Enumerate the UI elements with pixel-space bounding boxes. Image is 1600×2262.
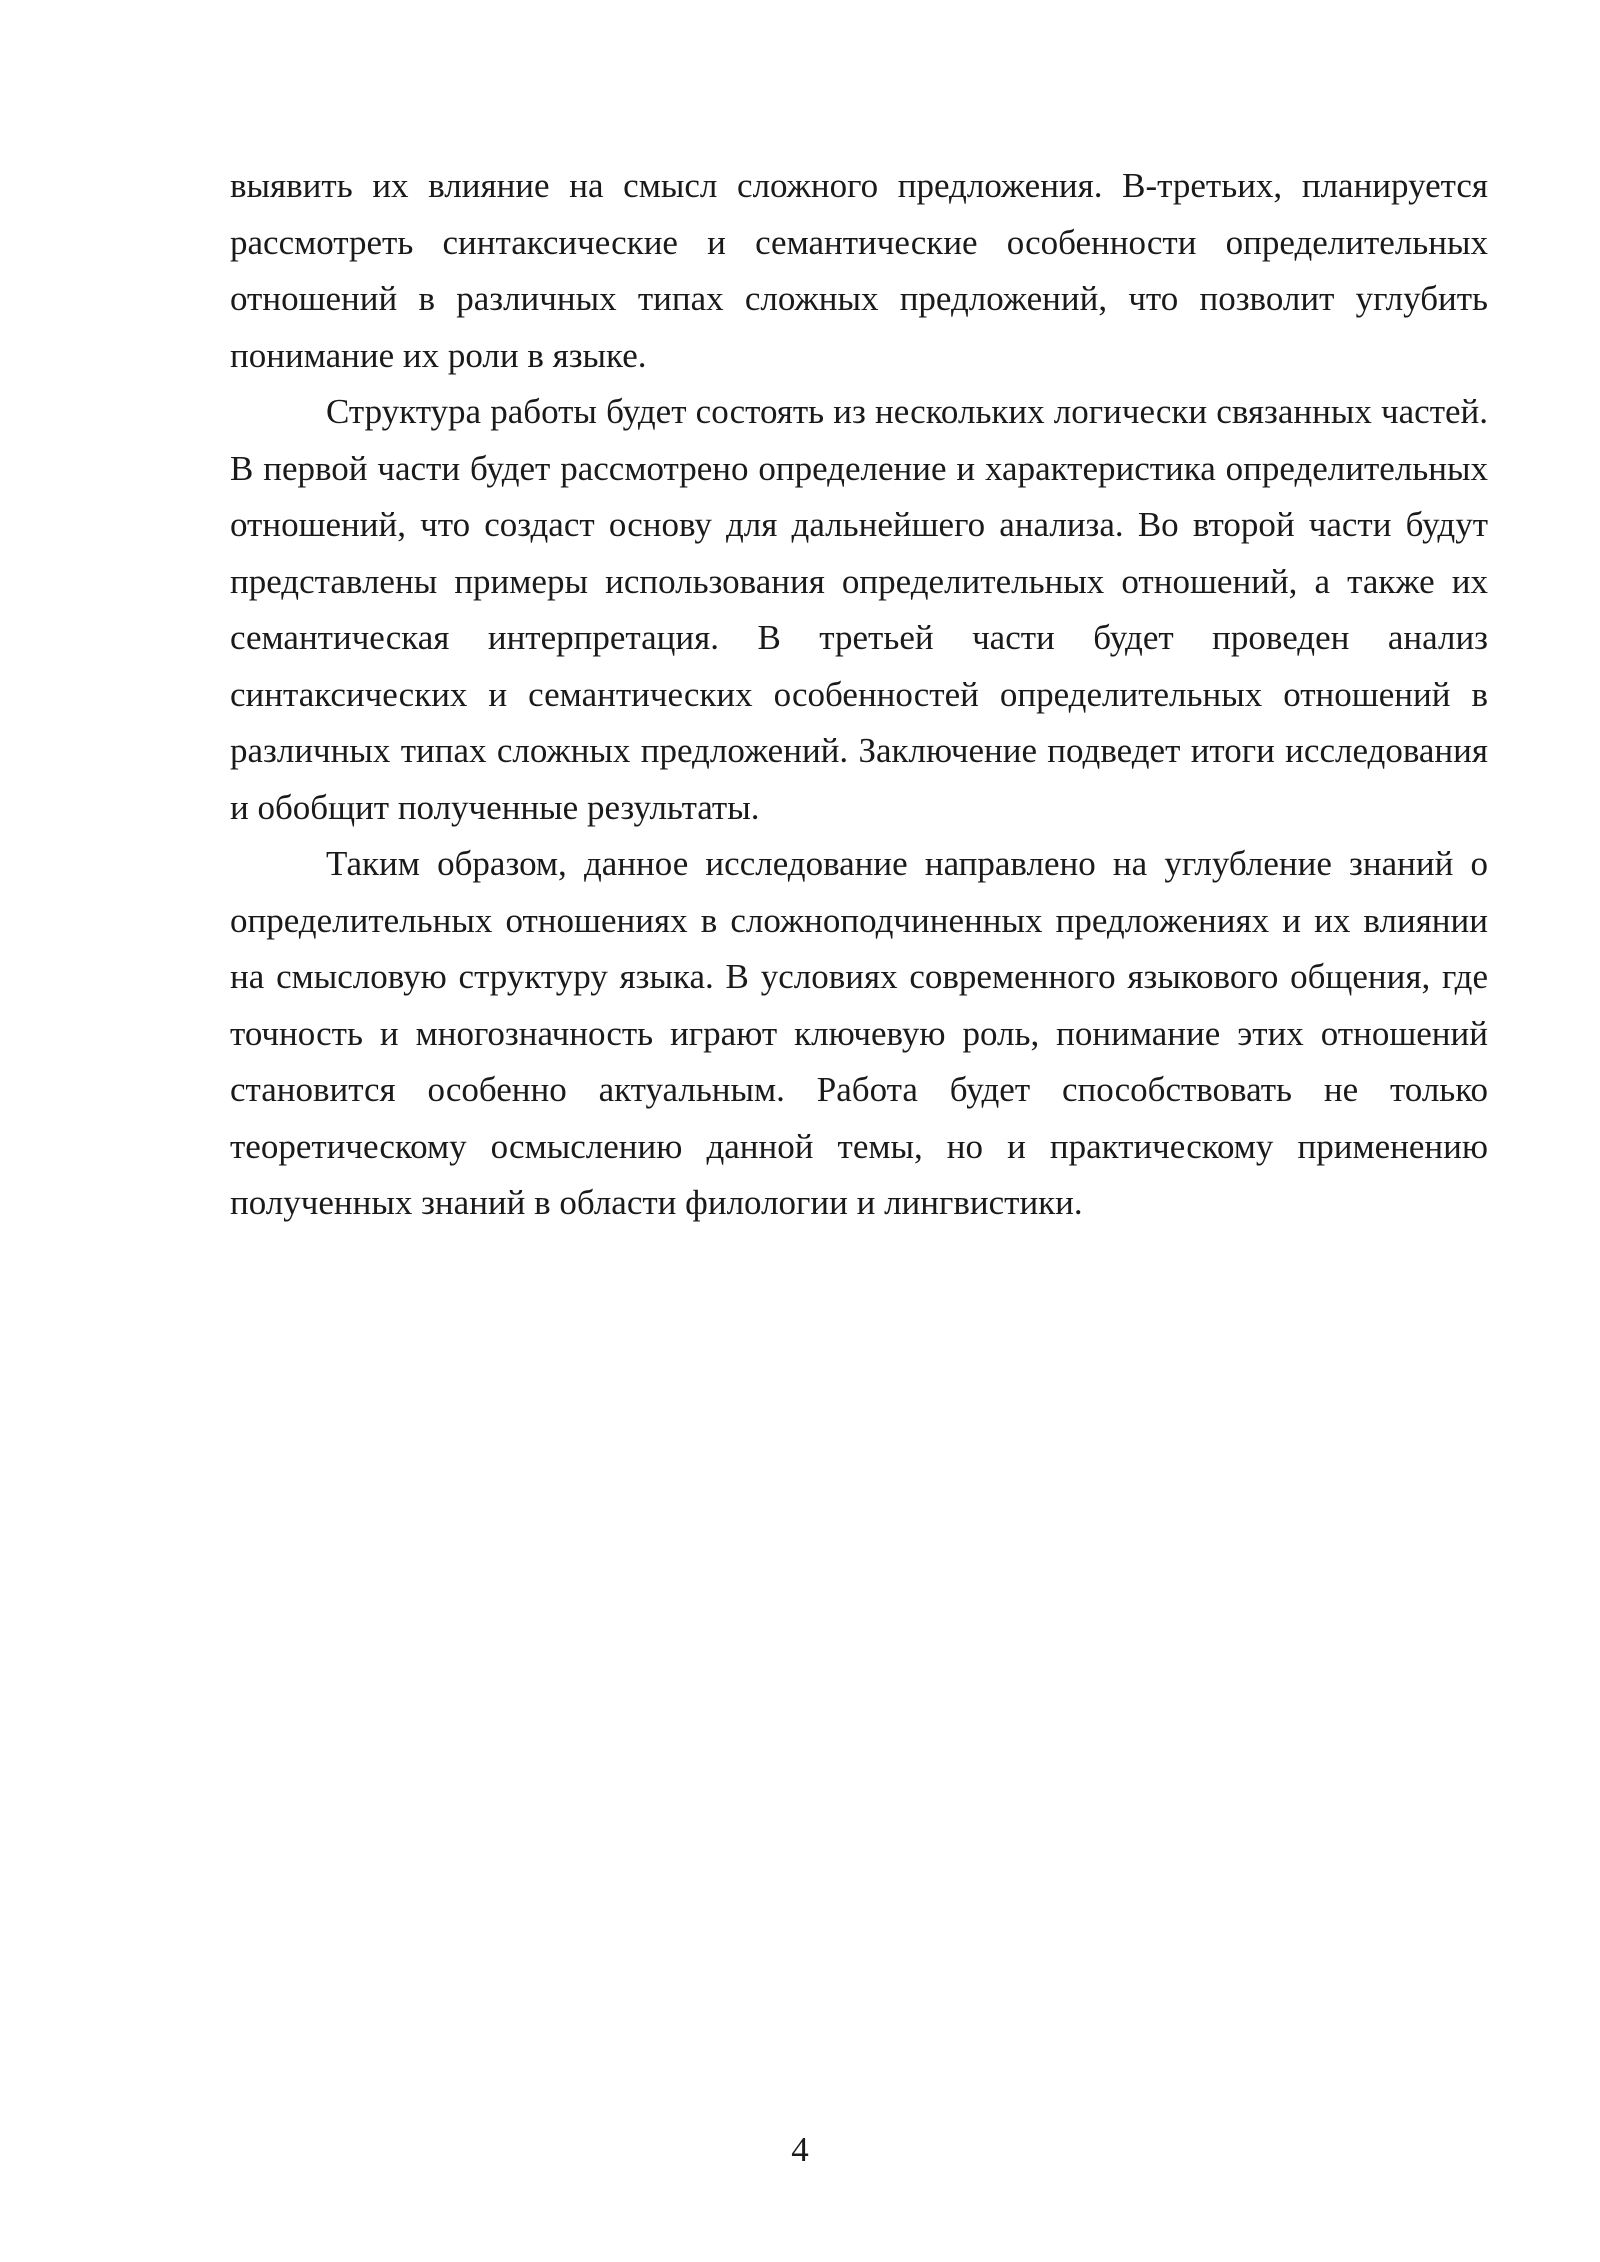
- paragraph-continuation: выявить их влияние на смысл сложного предложения. В-третьих, планируется рассмотреть синтаксические и семантические особенности определительных отношений в различных типах сложных предложений, что позволит углубить понимание их роли в языке.: [230, 166, 1488, 375]
- paragraph-structure: Структура работы будет состоять из нескольких логически связанных частей. В первой части будет рассмотрено определение и характеристика определительных отношений, что создаст основу для дальнейшего анализа. Во второй части будут представлены примеры использования определительных отношений, а также их семантическая интерпретация. В третьей части будет проведен анализ синтаксических и семантических особенностей определительных отношений в различных типах сложных предложений. Заключение подведет итоги исследования и обобщит полученные результаты.: [230, 392, 1488, 827]
- page-number: 4: [791, 2130, 809, 2169]
- body-text: [230, 158, 1488, 1232]
- paragraph-conclusion: Таким образом, данное исследование направлено на углубление знаний о определительных отношениях в сложноподчиненных предложениях и их влиянии на смысловую структуру языка. В условиях современного языкового общения, где точность и многозначность играют ключевую роль, понимание этих отношений становится особенно актуальным. Работа будет способствовать не только теоретическому осмыслению данной темы, но и практическому применению полученных знаний в области филологии и лингвистики.: [230, 844, 1488, 1222]
